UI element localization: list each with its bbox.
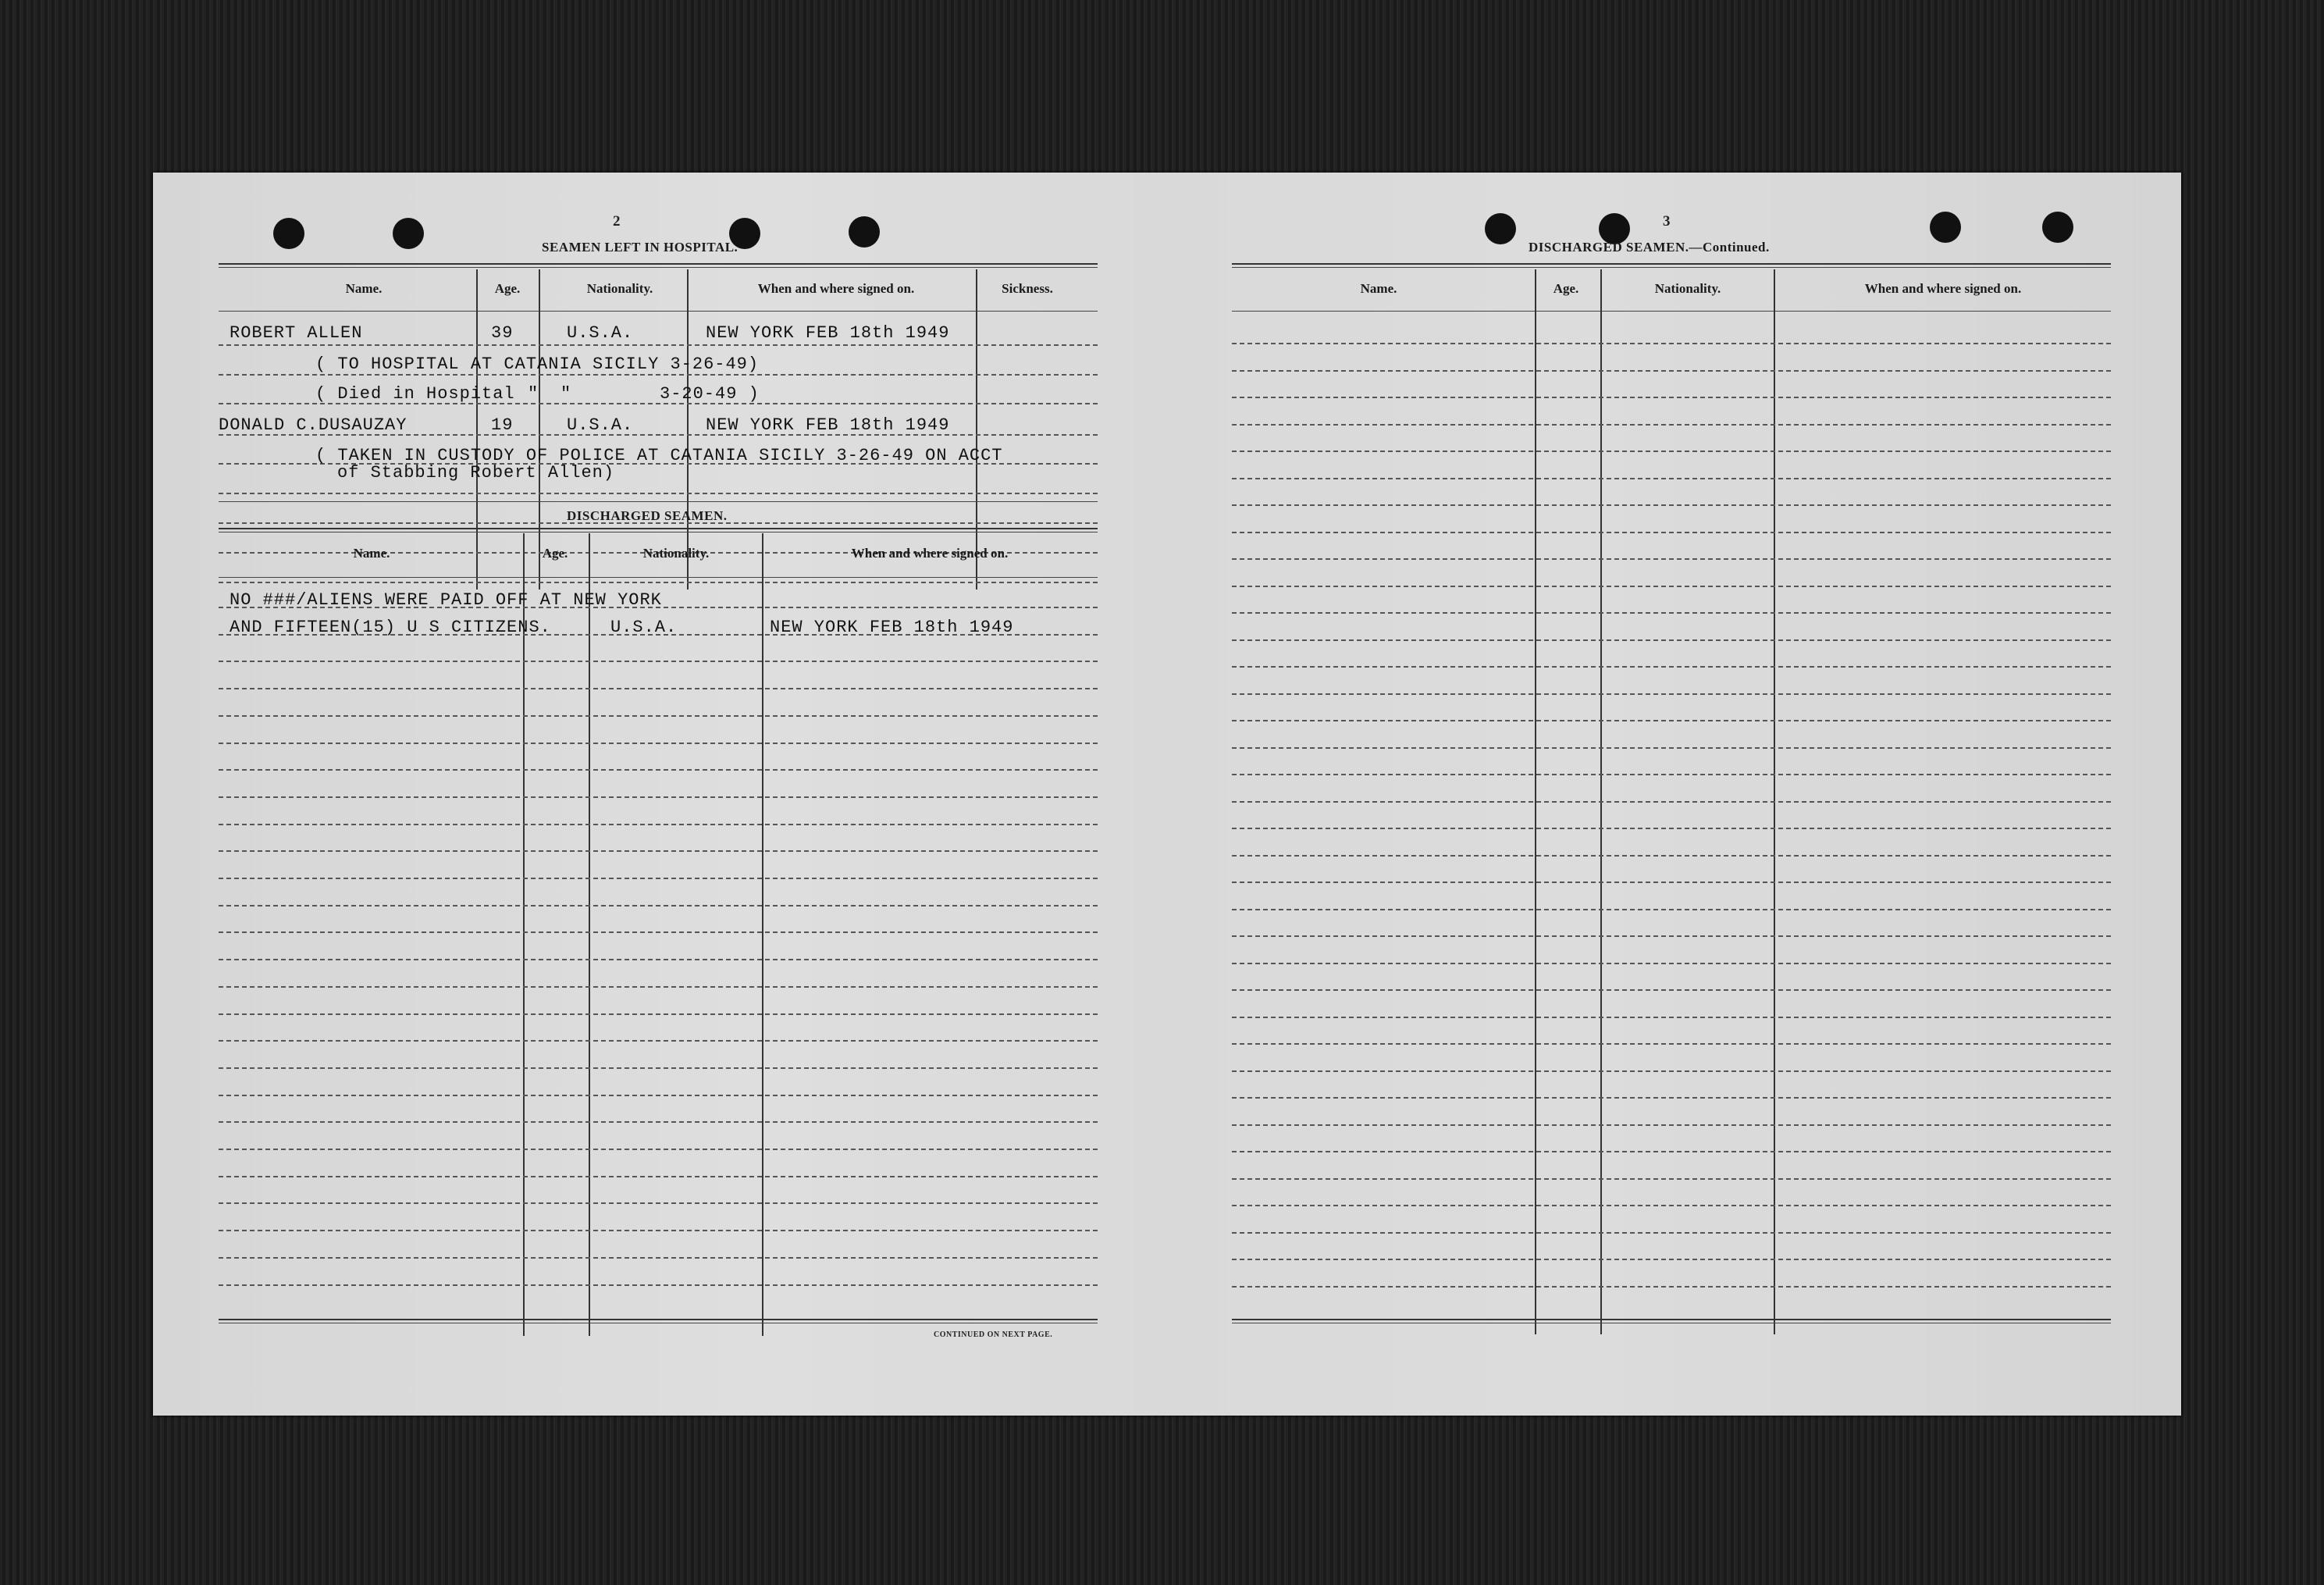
entry-line bbox=[219, 582, 1098, 583]
hospital-signed-1: NEW YORK FEB 18th 1949 bbox=[706, 323, 950, 343]
entry-line bbox=[1232, 558, 2111, 560]
rule bbox=[219, 577, 1098, 578]
entry-line bbox=[219, 493, 1098, 494]
rule bbox=[219, 263, 1098, 265]
punch-hole bbox=[393, 218, 424, 249]
hospital-note-2a: ( Died in Hospital bbox=[315, 384, 515, 404]
entry-line bbox=[219, 1176, 1098, 1177]
discharged-section-title: DISCHARGED SEAMEN. bbox=[567, 508, 728, 523]
right-page-number: 3 bbox=[1663, 213, 1671, 230]
document-sheet bbox=[153, 173, 2181, 1416]
discharged-header-name: Name. bbox=[353, 546, 390, 561]
entry-line bbox=[219, 905, 1098, 906]
entry-line bbox=[1232, 451, 2111, 452]
column-divider bbox=[523, 533, 525, 1336]
entry-line bbox=[1232, 612, 2111, 614]
entry-line bbox=[1232, 828, 2111, 829]
entry-line bbox=[219, 688, 1098, 689]
entry-line bbox=[1232, 1043, 2111, 1045]
column-divider bbox=[687, 269, 689, 589]
hospital-signed-2: NEW YORK FEB 18th 1949 bbox=[706, 415, 950, 435]
hospital-note-4: of Stabbing Robert Allen) bbox=[337, 463, 615, 483]
entry-line bbox=[1232, 747, 2111, 749]
entry-line bbox=[219, 1095, 1098, 1096]
entry-line bbox=[1232, 801, 2111, 803]
entry-line bbox=[1232, 909, 2111, 910]
entry-line bbox=[219, 878, 1098, 879]
hospital-note-2c: " bbox=[561, 384, 572, 404]
hospital-name-2: DONALD C.DUSAUZAY bbox=[219, 415, 408, 435]
hospital-note-2d: 3-20-49 ) bbox=[660, 384, 760, 404]
entry-line bbox=[1232, 370, 2111, 372]
hospital-header-age: Age. bbox=[494, 281, 521, 296]
rule bbox=[219, 528, 1098, 529]
hospital-nationality-1: U.S.A. bbox=[567, 323, 634, 343]
entry-line bbox=[219, 1149, 1098, 1150]
hospital-header-nationality: Nationality. bbox=[586, 281, 653, 296]
punch-hole bbox=[1485, 213, 1516, 244]
entry-line bbox=[1232, 1259, 2111, 1260]
entry-line bbox=[1232, 1070, 2111, 1072]
rule bbox=[219, 311, 1098, 312]
punch-hole bbox=[273, 218, 304, 249]
entry-line bbox=[219, 661, 1098, 662]
discharged-nationality: U.S.A. bbox=[610, 618, 678, 637]
rule bbox=[219, 267, 1098, 268]
entry-line bbox=[1232, 774, 2111, 775]
entry-line bbox=[1232, 532, 2111, 533]
entry-line bbox=[1232, 666, 2111, 668]
column-divider bbox=[476, 269, 478, 589]
rule bbox=[219, 1319, 1098, 1320]
entry-line bbox=[1232, 1151, 2111, 1152]
hospital-header-signed: When and where signed on. bbox=[757, 281, 915, 296]
right-header-age: Age. bbox=[1553, 281, 1579, 296]
entry-line bbox=[1232, 882, 2111, 883]
right-section-title: DISCHARGED SEAMEN.—Continued. bbox=[1529, 240, 1770, 255]
entry-line bbox=[1232, 478, 2111, 479]
entry-line bbox=[219, 1121, 1098, 1123]
entry-line bbox=[1232, 639, 2111, 641]
entry-line bbox=[219, 715, 1098, 717]
discharged-line-1: NO ###/ALIENS WERE PAID OFF AT NEW YORK bbox=[230, 590, 662, 610]
rule bbox=[219, 501, 1098, 502]
entry-line bbox=[219, 931, 1098, 933]
entry-line bbox=[219, 1230, 1098, 1231]
hospital-header-sickness: Sickness. bbox=[1002, 281, 1053, 296]
hospital-age-2: 19 bbox=[491, 415, 514, 435]
entry-line bbox=[1232, 1205, 2111, 1206]
entry-line bbox=[1232, 1232, 2111, 1234]
hospital-note-3: ( TAKEN IN CUSTODY OF POLICE AT CATANIA SICILY 3-26-49 ON ACCT bbox=[315, 446, 1003, 465]
right-header-nationality: Nationality. bbox=[1654, 281, 1721, 296]
punch-hole bbox=[849, 216, 880, 248]
left-page-number: 2 bbox=[613, 213, 621, 230]
entry-line bbox=[1232, 424, 2111, 426]
right-header-name: Name. bbox=[1360, 281, 1397, 296]
entry-line bbox=[219, 344, 1098, 346]
hospital-note-2b: " bbox=[528, 384, 539, 404]
entry-line bbox=[219, 743, 1098, 744]
entry-line bbox=[1232, 1097, 2111, 1099]
entry-line bbox=[219, 374, 1098, 376]
entry-line bbox=[1232, 586, 2111, 587]
rule bbox=[1232, 263, 2111, 265]
entry-line bbox=[1232, 720, 2111, 721]
entry-line bbox=[1232, 504, 2111, 506]
entry-line bbox=[219, 824, 1098, 825]
entry-line bbox=[1232, 1124, 2111, 1126]
entry-line bbox=[1232, 963, 2111, 964]
entry-line bbox=[1232, 935, 2111, 937]
column-divider bbox=[539, 269, 540, 589]
column-divider bbox=[976, 269, 977, 589]
rule bbox=[1232, 267, 2111, 268]
entry-line bbox=[219, 850, 1098, 852]
entry-line bbox=[219, 1202, 1098, 1204]
entry-line bbox=[1232, 855, 2111, 857]
discharged-header-age: Age. bbox=[542, 546, 568, 561]
discharged-header-nationality: Nationality. bbox=[642, 546, 710, 561]
hospital-age-1: 39 bbox=[491, 323, 514, 343]
hospital-note-1: ( TO HOSPITAL AT CATANIA SICILY 3-26-49) bbox=[315, 354, 760, 374]
discharged-line-2: AND FIFTEEN(15) U S CITIZENS. bbox=[230, 618, 551, 637]
entry-line bbox=[219, 769, 1098, 771]
hospital-name-1: ROBERT ALLEN bbox=[230, 323, 363, 343]
entry-line bbox=[219, 986, 1098, 988]
hospital-nationality-2: U.S.A. bbox=[567, 415, 634, 435]
entry-line bbox=[219, 959, 1098, 960]
entry-line bbox=[219, 1067, 1098, 1069]
entry-line bbox=[1232, 1017, 2111, 1018]
punch-hole bbox=[2042, 212, 2073, 243]
entry-line bbox=[219, 1040, 1098, 1042]
entry-line bbox=[1232, 343, 2111, 344]
hospital-section-title: SEAMEN LEFT IN HOSPITAL. bbox=[542, 240, 738, 255]
entry-line bbox=[219, 1284, 1098, 1286]
column-divider bbox=[762, 533, 763, 1336]
entry-line bbox=[1232, 1286, 2111, 1288]
entry-line bbox=[1232, 1178, 2111, 1180]
continued-note: CONTINUED ON NEXT PAGE. bbox=[934, 1330, 1053, 1339]
entry-line bbox=[1232, 989, 2111, 991]
entry-line bbox=[219, 1257, 1098, 1259]
punch-hole bbox=[1930, 212, 1961, 243]
rule bbox=[1232, 311, 2111, 312]
rule bbox=[1232, 1319, 2111, 1320]
discharged-signed: NEW YORK FEB 18th 1949 bbox=[770, 618, 1014, 637]
hospital-header-name: Name. bbox=[345, 281, 383, 296]
entry-line bbox=[219, 796, 1098, 798]
entry-line bbox=[1232, 693, 2111, 695]
column-divider bbox=[589, 533, 590, 1336]
entry-line bbox=[219, 1013, 1098, 1015]
discharged-header-signed: When and where signed on. bbox=[851, 546, 1009, 561]
right-header-signed: When and where signed on. bbox=[1864, 281, 2022, 296]
entry-line bbox=[1232, 397, 2111, 398]
